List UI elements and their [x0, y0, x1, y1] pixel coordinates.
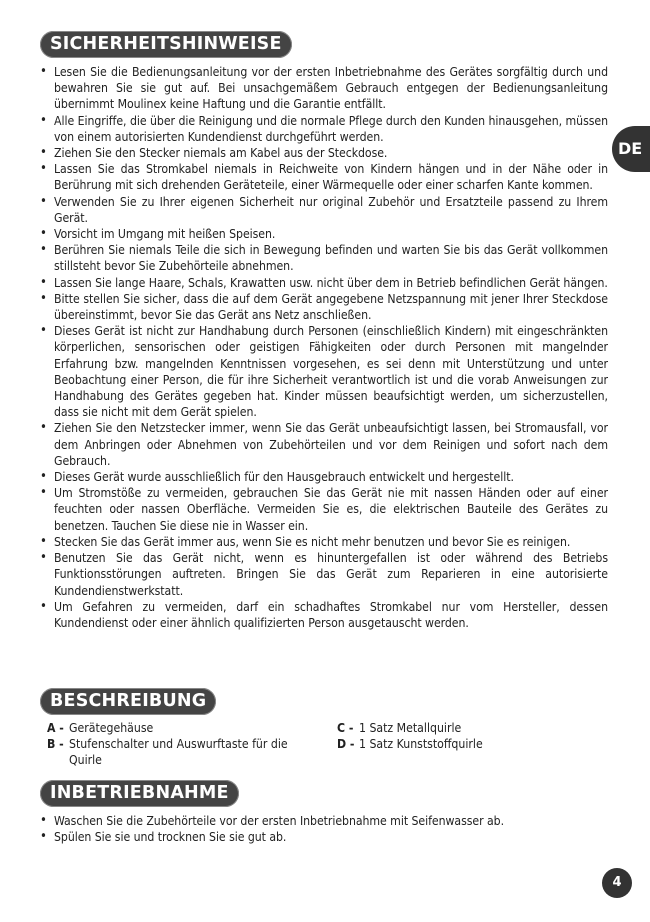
safety-item: • Verwenden Sie zu Ihrer eigenen Sicherheit nur original Zubehör und Ersatzteile passend zu Ihrem Gerät. — [40, 194, 608, 226]
safety-list — [40, 64, 608, 631]
safety-item: • Ziehen Sie den Stecker niemals am Kabel aus der Steckdose. — [40, 145, 608, 161]
safety-item: • Benutzen Sie das Gerät nicht, wenn es hinuntergefallen ist oder während des Betriebs Funktionsstörungen auftreten. Bringen Sie das Gerät zum Reparieren in eine autorisierte Kundendienstwerkstatt. — [40, 550, 608, 599]
safety-item: • Lassen Sie lange Haare, Schals, Krawatten usw. nicht über dem in Betrieb befindlichen Gerät hängen. — [40, 275, 608, 291]
item-key: A - — [47, 721, 64, 735]
item-text: Stufenschalter und Auswurftaste für die Quirle — [69, 737, 288, 768]
safety-item: • Um Gefahren zu vermeiden, darf ein schadhaftes Stromkabel nur vom Hersteller, dessen Kundendienst oder einer ähnlich qualifizierten Person ausgetauscht werden. — [40, 599, 608, 631]
description-item-a — [47, 720, 309, 736]
safety-item: • Um Stromstöße zu vermeiden, gebrauchen Sie das Gerät nie mit nassen Händen oder auf einer feuchten oder nassen Oberfläche. Vermeiden Sie es, die elektrischen Bauteile des Gerätes zu benetzen. Tauchen Sie diese nie in Wasser ein. — [40, 485, 608, 534]
safety-item: • Bitte stellen Sie sicher, dass die auf dem Gerät angegebene Netzspannung mit jener Ihrer Steckdose übereinstimmt, bevor Sie das Gerät ans Netz anschließen. — [40, 291, 608, 323]
safety-item: • Berühren Sie niemals Teile die sich in Bewegung befinden und warten Sie bis das Gerät vollkommen stillsteht bevor Sie Zubehörteile abnehmen. — [40, 242, 608, 274]
safety-item: • Vorsicht im Umgang mit heißen Speisen. — [40, 226, 608, 242]
safety-item: • Lesen Sie die Bedienungsanleitung vor der ersten Inbetriebnahme des Gerätes sorgfältig durch und bewahren Sie sie gut auf. Bei unsachgemäßem Gebrauch entgegen der Bedienungsanleitung übernimmt Moulinex keine Haftung und die Garantie entfällt. — [40, 64, 608, 113]
item-key: B - — [47, 737, 64, 752]
item-text: 1 Satz Metallquirle — [359, 721, 462, 735]
startup-item: • Spülen Sie sie und trocknen Sie sie gut ab. — [40, 829, 608, 845]
safety-item: • Alle Eingriffe, die über die Reinigung und die normale Pflege durch den Kunden hinausgehen, müssen von einem autorisierten Kundendienst durchgeführt werden. — [40, 113, 608, 145]
description-heading: BESCHREIBUNG — [40, 688, 216, 715]
safety-heading: SICHERHEITSHINWEISE — [40, 31, 292, 58]
description-item-d — [337, 736, 597, 752]
page-number: 4 — [602, 868, 632, 898]
item-key: C - — [337, 721, 354, 735]
safety-item: • Dieses Gerät ist nicht zur Handhabung durch Personen (einschließlich Kindern) mit eingeschränkten körperlichen, sensorischen oder geistigen Fähigkeiten oder durch Personen mit mangelnder Erfahrung bzw. mangelnden Kenntnissen vorgesehen, es sei denn mit Unterstützung und unter Beobachtung einer Person, die für ihre Sicherheit verantwortlich ist und die vorab Anweisungen zur Handhabung des Gerätes gegeben hat. Kinder müssen beaufsichtigt werden, um sicherzustellen, dass sie nicht mit dem Gerät spielen. — [40, 323, 608, 420]
safety-item: • Stecken Sie das Gerät immer aus, wenn Sie es nicht mehr benutzen und bevor Sie es reinigen. — [40, 534, 608, 550]
safety-item: • Lassen Sie das Stromkabel niemals in Reichweite von Kindern hängen und in der Nähe oder in Berührung mit sich drehenden Geräteteile, einer Wärmequelle oder einer scharfen Kante kommen. — [40, 161, 608, 193]
description-item-c — [337, 720, 597, 736]
startup-heading: INBETRIEBNAHME — [40, 780, 239, 807]
safety-item: • Ziehen Sie den Netzstecker immer, wenn Sie das Gerät unbeaufsichtigt lassen, bei Stromausfall, vor dem Anbringen oder Abnehmen von Zubehörteilen und vor dem Reinigen und sofort nach dem Gebrauch. — [40, 420, 608, 469]
description-item-b — [47, 736, 309, 768]
item-text: Gerätegehäuse — [69, 721, 154, 735]
safety-item: • Dieses Gerät wurde ausschließlich für den Hausgebrauch entwickelt und hergestellt. — [40, 469, 608, 485]
item-text: 1 Satz Kunststoffquirle — [359, 737, 483, 752]
startup-list — [40, 813, 608, 845]
startup-item: • Waschen Sie die Zubehörteile vor der ersten Inbetriebnahme mit Seifenwasser ab. — [40, 813, 608, 829]
item-key: D - — [337, 737, 355, 752]
language-tab: DE — [612, 126, 650, 172]
